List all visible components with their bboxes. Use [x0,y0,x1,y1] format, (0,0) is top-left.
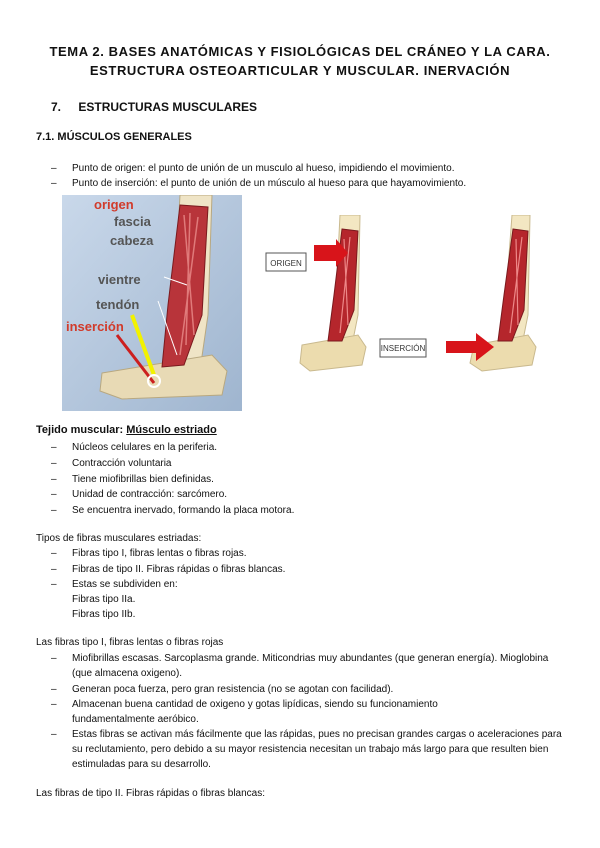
doc-title-line1: TEMA 2. BASES ANATÓMICAS Y FISIOLÓGICAS DEL CRÁNEO Y LA CARA. [49,44,551,59]
label-cabeza: cabeza [110,233,154,248]
tejido-label: Tejido muscular: [36,424,124,436]
bullet-dash: – [51,474,57,485]
label-tendon: tendón [96,297,140,312]
tipo1-bullet-4: Estas fibras se activan más fácilmente que las rápidas, pues no precisan grandes cargas o aceleraciones para su reclutamiento, pero debido a su mayor resistencia necesitan un trabajo más largo para que resulten bien estimuladas para su desarrollo. [72,729,562,770]
bullet-dash: – [51,548,57,559]
bullet-dash: – [51,178,57,189]
intro-bullet-2: Punto de inserción: el punto de unión de un músculo al hueso para que hayamovimiento. [72,178,467,189]
tejido-bullet-4: Unidad de contracción: sarcómero. [72,489,228,500]
bullet-dash: – [51,699,57,710]
tipos-intro: Tipos de fibras musculares estriadas: [36,533,202,544]
bullet-dash: – [51,564,57,575]
bullet-dash: – [51,579,57,590]
tipo1-bullet-2: Generan poca fuerza, pero gran resistencia (no se agotan con facilidad). [72,684,394,695]
section-heading [51,100,257,114]
tejido-bullet-1: Núcleos celulares en la periferia. [72,442,218,453]
bullet-dash: – [51,163,57,174]
tipo1-bullet-1: Miofibrillas escasas. Sarcoplasma grande. Miticondrias muy abundantes (que generan energía). Mioglobina (que almacena oxigeno). [72,653,549,679]
subsection-heading: 7.1. MÚSCULOS GENERALES [36,131,192,143]
bullet-dash: – [51,442,57,453]
bullet-dash: – [51,729,57,740]
section-title: ESTRUCTURAS MUSCULARES [78,100,258,114]
tipos-bullet-3: Estas se subdividen en: [72,579,178,590]
tejido-title: Músculo estriado [126,424,217,436]
section-number: 7. [51,100,62,114]
tipo1-bullet-3: Almacenan buena cantidad de oxigeno y gotas lipídicas, siendo su funcionamiento fundamentalmente aeróbico. [72,699,438,725]
insertion-arm-figure [378,215,538,373]
tejido-bullet-3: Tiene miofibrillas bien definidas. [72,474,214,485]
bullet-dash: – [51,458,57,469]
bullet-dash: – [51,505,57,516]
label-vientre: vientre [98,272,141,287]
tipos-bullet-1: Fibras tipo I, fibras lentas o fibras rojas. [72,548,247,559]
tipo2-intro: Las fibras de tipo II. Fibras rápidas o fibras blancas: [36,788,266,799]
tejido-bullet-5: Se encuentra inervado, formando la placa motora. [72,505,295,516]
box-origen: ORIGEN [270,259,302,268]
tejido-bullet-2: Contracción voluntaria [72,458,172,469]
tipo1-intro: Las fibras tipo I, fibras lentas o fibras rojas [36,637,224,648]
tipos-bullet-2: Fibras de tipo II. Fibras rápidas o fibras blancas. [72,564,286,575]
bullet-dash: – [51,684,57,695]
tipos-sub-2: Fibras tipo IIb. [72,609,136,620]
bullet-dash: – [51,489,57,500]
label-fascia: fascia [114,214,151,229]
box-insercion: INSERCIÓN [380,344,426,353]
label-origen: origen [94,197,134,212]
origin-arm-figure [262,215,382,373]
muscle-anatomy-figure [62,195,242,411]
doc-title-line2: ESTRUCTURA OSTEOARTICULAR Y MUSCULAR. INERVACIÓN [89,63,511,78]
label-insercion: inserción [66,319,124,334]
tipos-sub-1: Fibras tipo IIa. [72,594,136,605]
intro-bullet-1: Punto de origen: el punto de unión de un musculo al hueso, impidiendo el movimiento. [72,163,455,174]
tejido-heading [36,423,217,438]
bullet-dash: – [51,653,57,664]
